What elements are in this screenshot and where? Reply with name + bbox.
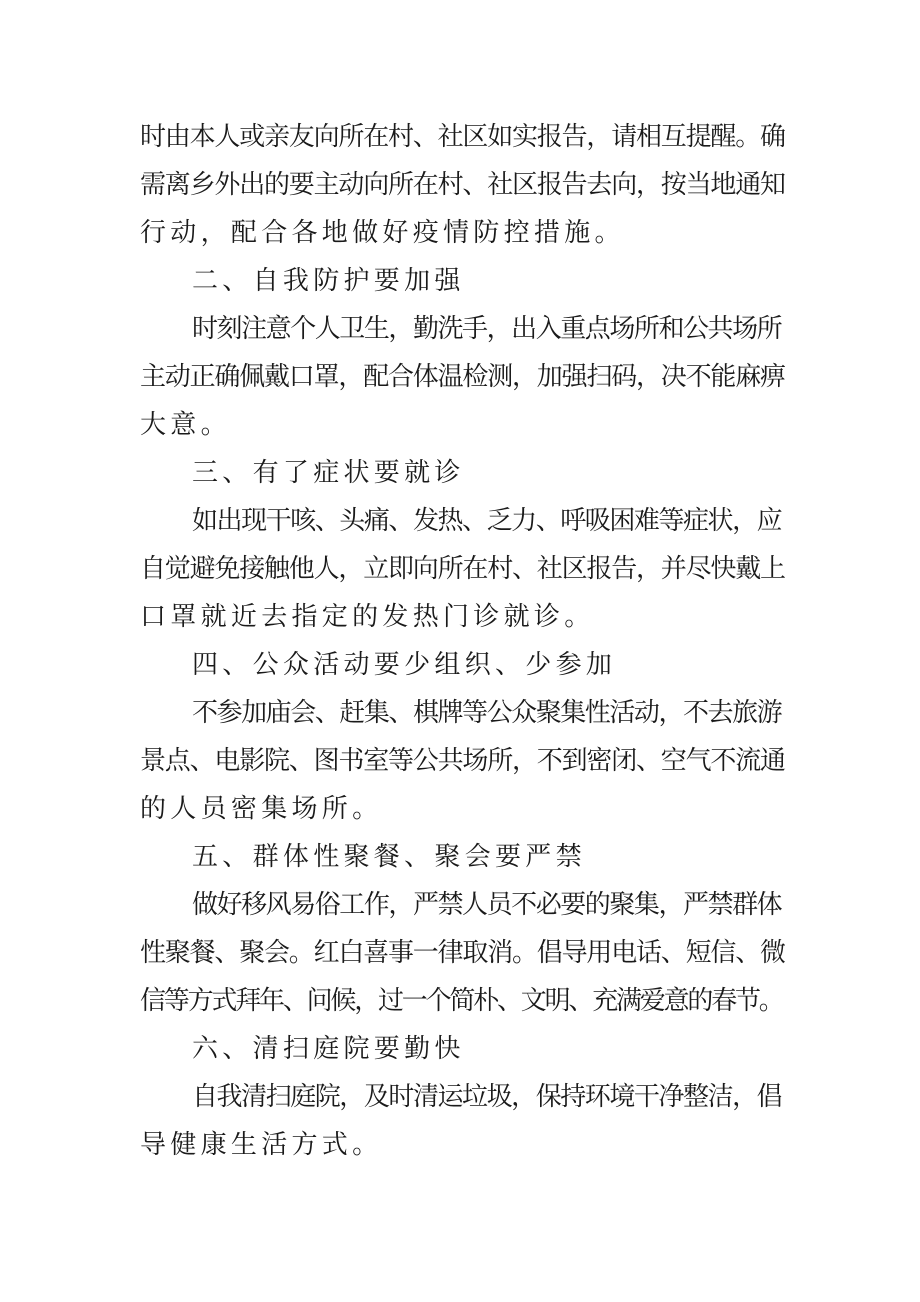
body-text-line: 景点、电影院、图书室等公共场所，不到密闭、空气不流通	[140, 746, 785, 776]
body-text-line: 信等方式拜年、问候，过一个简朴、文明、充满爱意的春节。	[140, 986, 783, 1016]
body-text-line: 口罩就近去指定的发热门诊就诊。	[140, 602, 595, 632]
section-heading-6: 六、清扫庭院要勤快	[192, 1034, 465, 1064]
section-heading-2: 二、自我防护要加强	[192, 266, 465, 296]
body-text-line: 大意。	[140, 410, 231, 440]
body-text-line: 性聚餐、聚会。红白喜事一律取消。倡导用电话、短信、微	[140, 938, 785, 968]
section-heading-3: 三、有了症状要就诊	[192, 458, 465, 488]
section-heading-5: 五、群体性聚餐、聚会要严禁	[192, 842, 586, 872]
body-text-line: 时由本人或亲友向所在村、社区如实报告，请相互提醒。确	[140, 122, 785, 152]
body-text-line: 做好移风易俗工作，严禁人员不必要的聚集，严禁群体	[192, 890, 782, 920]
body-text-line: 时刻注意个人卫生，勤洗手，出入重点场所和公共场所	[192, 314, 782, 344]
body-text-line: 导健康生活方式。	[140, 1130, 383, 1160]
body-text-line: 如出现干咳、头痛、发热、乏力、呼吸困难等症状，应	[192, 506, 782, 536]
body-text-line: 行动，配合各地做好疫情防控措施。	[140, 218, 625, 248]
body-text-line: 自觉避免接触他人，立即向所在村、社区报告，并尽快戴上	[140, 554, 785, 584]
body-text-line: 自我清扫庭院，及时清运垃圾，保持环境干净整洁，倡	[192, 1082, 782, 1112]
body-text-line: 需离乡外出的要主动向所在村、社区报告去向，按当地通知	[140, 170, 785, 200]
body-text-line: 的人员密集场所。	[140, 794, 383, 824]
body-text-line: 不参加庙会、赶集、棋牌等公众聚集性活动，不去旅游	[192, 698, 782, 728]
body-text-line: 主动正确佩戴口罩，配合体温检测，加强扫码，决不能麻痹	[140, 362, 785, 392]
section-heading-4: 四、公众活动要少组织、少参加	[192, 650, 617, 680]
